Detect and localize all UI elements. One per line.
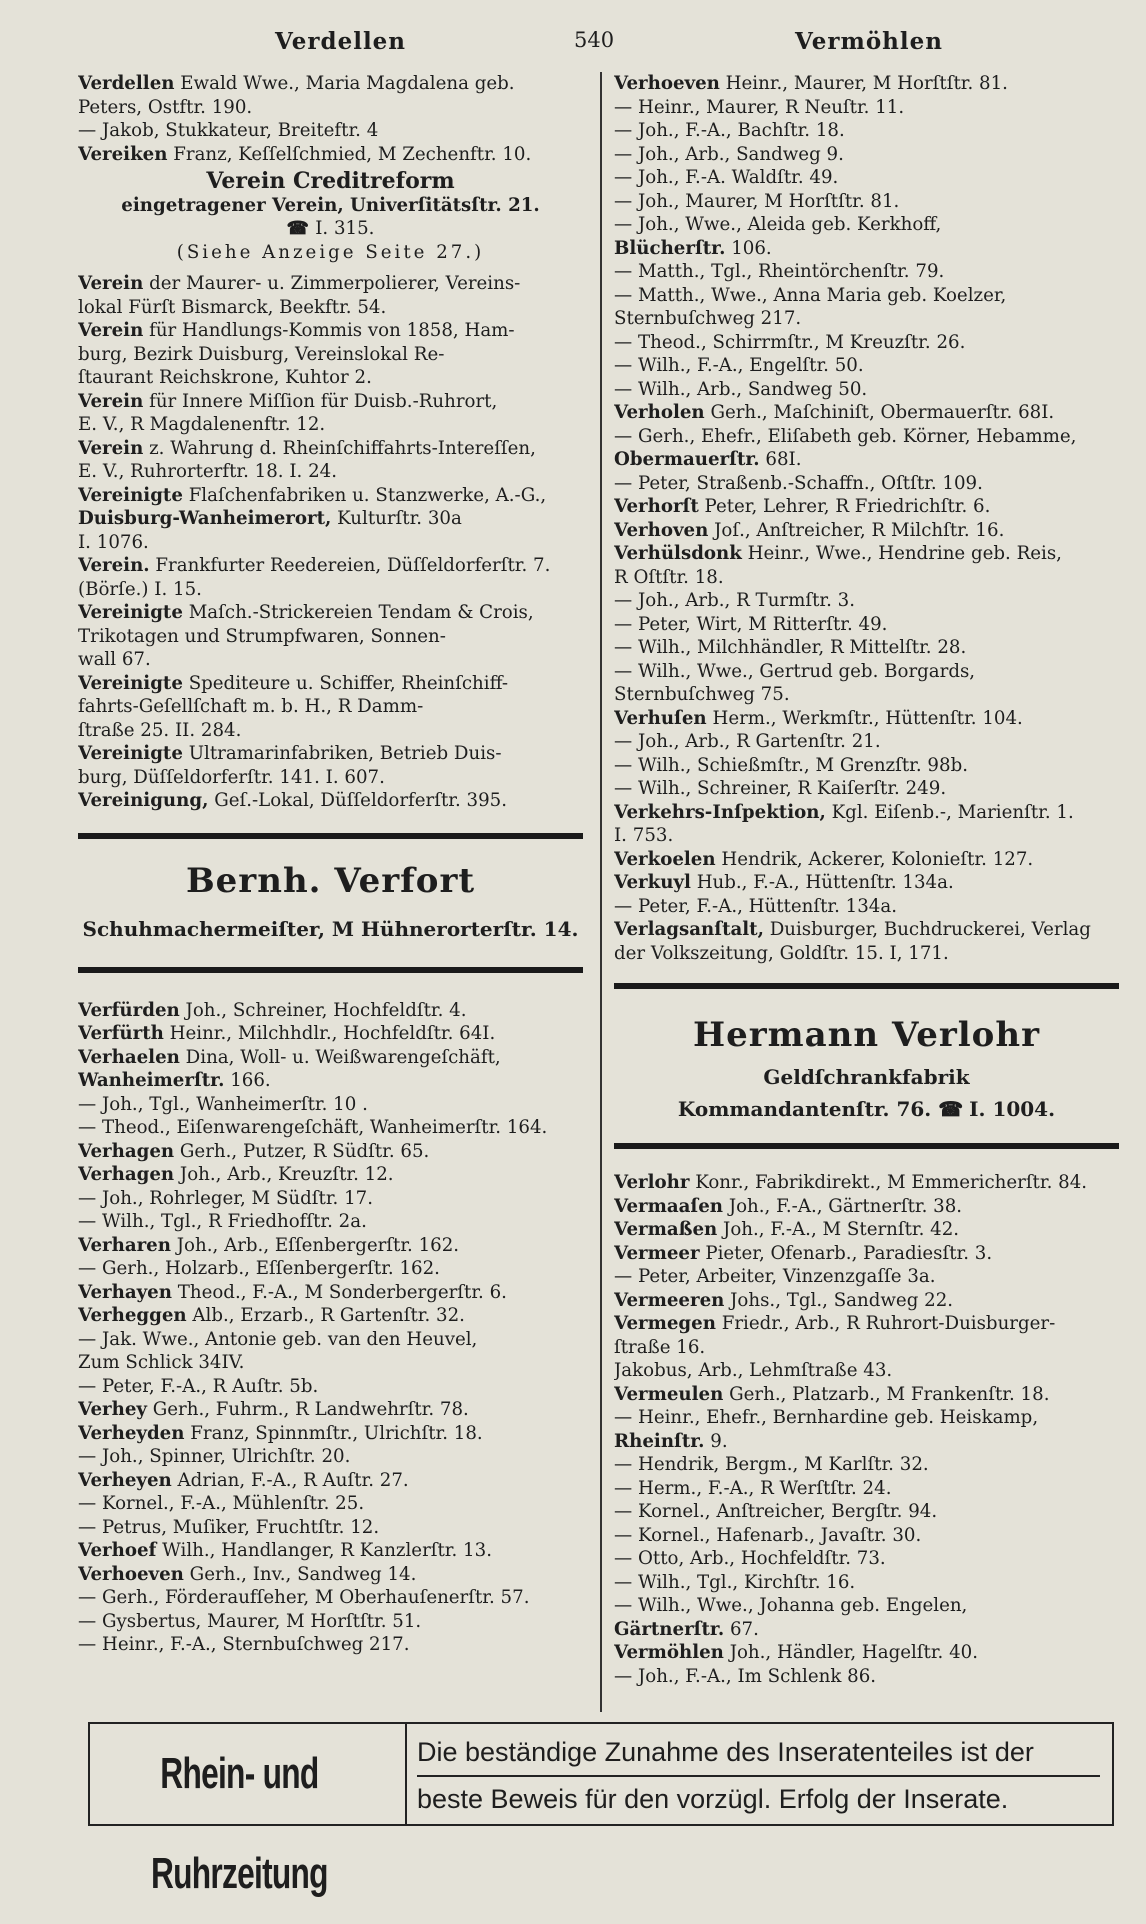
directory-entry: — Matth., Wwe., Anna Maria geb. Koelzer, [614, 284, 1007, 306]
directory-entry: I. 1076. [78, 531, 149, 553]
directory-entry: Verdellen Ewald Wwe., Maria Magdalena geb. [78, 73, 515, 94]
directory-entry: Verhoef Wilh., Handlanger, R Kanzlerſtr. 13. [78, 1540, 492, 1561]
directory-entry: — Peter, F.-A., Hüttenſtr. 134a. [614, 895, 897, 917]
directory-entry: Vermeeren Johs., Tgl., Sandweg 22. [614, 1289, 954, 1311]
directory-entry: Blücherſtr. 106. [614, 237, 772, 259]
directory-entry: — Wilh., Tgl., Kirchſtr. 16. [614, 1571, 856, 1593]
verlohr-ad-title: Hermann Verlohr [693, 1015, 1040, 1055]
entry-surname: Verhoeven [78, 1563, 184, 1585]
entry-surname: Verlohr [614, 1172, 690, 1193]
entry-surname: Vereinigte [78, 484, 183, 506]
entry-surname: Vereinigung, [78, 790, 209, 811]
directory-entry: Trikotagen und Strumpfwaren, Sonnen- [78, 625, 446, 647]
directory-entry: Verhülsdonk Heinr., Wwe., Hendrine geb. Reis, [614, 543, 1062, 564]
directory-entry: Verein für Handlungs-Kommis von 1858, Ham- [78, 320, 515, 341]
directory-entry: — Peter, Arbeiter, Vinzenzgaſſe 3a. [614, 1266, 936, 1287]
directory-entry: Obermauerſtr. 68I. [614, 449, 802, 470]
section-rule [614, 1143, 1119, 1149]
directory-entry: — Wilh., Schießmſtr., M Grenzſtr. 98b. [614, 754, 968, 776]
directory-entry: Verhoven Joſ., Anſtreicher, R Milchſtr. 16. [614, 519, 1005, 541]
entry-surname: Verheyden [78, 1422, 185, 1444]
verlohr-ad-subtitle: Geldſchrankfabrik [763, 1065, 970, 1089]
directory-entry: Verheyden Franz, Spinnmſtr., Ulrichſtr. 18. [78, 1422, 483, 1444]
section-rule [78, 833, 583, 839]
directory-entry: — Joh., Arb., R Gartenſtr. 21. [614, 731, 881, 752]
directory-entry: lokal Fürſt Bismarck, Beekftr. 54. [78, 296, 387, 318]
directory-entry: Verein der Maurer- u. Zimmerpolierer, Vereins- [78, 273, 521, 294]
directory-entry: — Theod., Eiſenwarengeſchäft, Wanheimerſtr. 164. [78, 1117, 548, 1138]
directory-entry: Verkoelen Hendrik, Ackerer, Kolonieſtr. 127. [614, 848, 1034, 870]
directory-entry: ſtraße 25. II. 284. [78, 719, 242, 741]
entry-surname: Verhagen [78, 1164, 175, 1185]
directory-entry: Vermeulen Gerh., Platzarb., M Frankenſtr. 18. [614, 1383, 1050, 1405]
directory-entry: Verkuyl Hub., F.-A., Hüttenſtr. 134a. [614, 872, 954, 893]
newspaper-brand: Rhein- und Ruhrzeitung [150, 1749, 328, 1898]
directory-entry: Verfürden Joh., Schreiner, Hochfeldſtr. 4. [78, 999, 467, 1021]
entry-surname: Gärtnerſtr. [614, 1618, 725, 1640]
header-right-word: Vermöhlen [795, 28, 943, 55]
entry-surname: Obermauerſtr. [614, 449, 760, 470]
directory-entry: — Joh., F.-A., Bachſtr. 18. [614, 120, 845, 141]
directory-entry: Verhayen Theod., F.-A., M Sonderbergerſtr. 6. [78, 1281, 507, 1303]
directory-entry: Verhorſt Peter, Lehrer, R Friedrichſtr. 6. [614, 496, 991, 517]
directory-entry: Verhoeven Heinr., Maurer, M Horſtſtr. 81. [614, 73, 1008, 94]
directory-entry: der Volkszeitung, Goldſtr. 15. I, 171. [614, 942, 949, 964]
directory-entry: Vereinigte Spediteure u. Schiffer, Rheinſchiff- [78, 672, 508, 694]
directory-entry: Verkehrs-Inſpektion, Kgl. Eiſenb.-, Marienſtr. 1. [614, 801, 1074, 823]
entry-surname: Verkuyl [614, 872, 691, 893]
directory-entry: burg, Düſſeldorferſtr. 141. I. 607. [78, 766, 385, 788]
verlohr-ad-phone: I. 1004. [969, 1097, 1056, 1121]
entry-surname: Vereiken [78, 143, 168, 165]
directory-entry: Verhagen Joh., Arb., Kreuzſtr. 12. [78, 1164, 394, 1185]
directory-entry: Zum Schlick 34IV. [78, 1352, 245, 1373]
directory-entry: — Wilh., Wwe., Johanna geb. Engelen, [614, 1595, 968, 1616]
directory-entry: burg, Bezirk Duisburg, Vereinslokal Re- [78, 343, 445, 365]
directory-entry: — Joh., Tgl., Wanheimerſtr. 10 . [78, 1093, 368, 1115]
directory-entry: Verein für Innere Miſſion für Duisb.-Ruhrort, [78, 390, 498, 412]
newspaper-ad-banner [88, 1722, 1114, 1898]
directory-entry: Verhaelen Dina, Woll- u. Weißwarengeſchäft, [78, 1046, 501, 1068]
directory-entry: — Joh., Rohrleger, M Südſtr. 17. [78, 1187, 374, 1209]
entry-surname: Verein [78, 437, 144, 459]
directory-entry: — Theod., Schirrmſtr., M Kreuzſtr. 26. [614, 331, 966, 353]
directory-entry: — Kornel., Hafenarb., Javaſtr. 30. [614, 1524, 922, 1546]
directory-entry: — Peter, F.-A., R Auſtr. 5b. [78, 1375, 319, 1397]
telephone-icon: ☎ [286, 218, 310, 239]
directory-entry: — Kornel., Anſtreicher, Bergſtr. 94. [614, 1501, 938, 1522]
directory-entry: — Joh., F.-A. Waldſtr. 49. [614, 167, 839, 188]
directory-entry: wall 67. [78, 649, 151, 670]
directory-entry: — Gerh., Ehefr., Eliſabeth geb. Körner, Hebamme, [614, 425, 1077, 447]
entry-surname: Verhagen [78, 1140, 175, 1162]
directory-entry: I. 753. [614, 825, 674, 846]
directory-entry: E. V., Ruhrorterftr. 18. I. 24. [78, 461, 338, 482]
entry-surname: Vermöhlen [614, 1642, 724, 1663]
directory-entry: Gärtnerſtr. 67. [614, 1618, 759, 1640]
directory-entry: Verhuſen Herm., Werkmſtr., Hüttenſtr. 104. [614, 707, 1023, 729]
verein-creditreform-phone-line [78, 217, 583, 241]
directory-entry: — Wilh., Tgl., R Friedhofſtr. 2a. [78, 1211, 367, 1232]
running-header [0, 22, 1146, 62]
directory-entry: — Petrus, Muſiker, Fruchtſtr. 12. [78, 1516, 380, 1538]
directory-entry: Sternbuſchweg 217. [614, 308, 802, 329]
directory-entry: Duisburg-Wanheimerort, Kulturſtr. 30a [78, 508, 462, 529]
directory-entry: — Wilh., Schreiner, R Kaiſerſtr. 249. [614, 778, 947, 799]
directory-entry: Verholen Gerh., Maſchiniſt, Obermauerſtr. 68I. [614, 402, 1055, 423]
entry-surname: Wanheimerſtr. [78, 1070, 225, 1091]
directory-entry: Verheyen Adrian, F.-A., R Auſtr. 27. [78, 1469, 409, 1491]
directory-entry: Rheinſtr. 9. [614, 1430, 728, 1452]
directory-entry: — Gerh., Förderaufſeher, M Oberhauſenerſtr. 57. [78, 1587, 530, 1608]
directory-entry: Wanheimerſtr. 166. [78, 1070, 271, 1091]
directory-entry: ſtraße 16. [614, 1336, 706, 1358]
entry-surname: Verhey [78, 1399, 147, 1420]
directory-entry: Verfürth Heinr., Milchhdlr., Hochfeldſtr. 64I. [78, 1023, 496, 1044]
entry-surname: Verein [78, 273, 144, 294]
entry-surname: Verlagsanſtalt, [614, 919, 764, 940]
directory-entry: fahrts-Geſellſchaft m. b. H., R Damm- [78, 696, 424, 717]
section-rule [614, 983, 1119, 989]
verfort-ad-subtitle: Schuhmachermeiſter, M Hühnerorterſtr. 14. [82, 916, 579, 941]
entry-surname: Verharen [78, 1234, 171, 1256]
entry-surname: Verhülsdonk [614, 543, 742, 564]
directory-entry: — Wilh., F.-A., Engelſtr. 50. [614, 355, 864, 376]
directory-entry: — Gysbertus, Maurer, M Horſtſtr. 51. [78, 1610, 422, 1632]
entry-surname: Vereinigte [78, 602, 183, 623]
entry-surname: Rheinſtr. [614, 1430, 705, 1452]
directory-entry: Vermegen Friedr., Arb., R Ruhrort-Duisburger- [614, 1313, 1056, 1334]
directory-entry: — Joh., F.-A., Im Schlenk 86. [614, 1665, 877, 1687]
directory-entry: — Hendrik, Bergm., M Karlſtr. 32. [614, 1454, 929, 1475]
directory-entry: Vereinigung, Geſ.-Lokal, Düſſeldorferſtr. 395. [78, 790, 508, 811]
directory-entry: R Oſtſtr. 18. [614, 566, 724, 588]
entry-surname: Verhoven [614, 519, 709, 541]
entry-surname: Verkehrs-Inſpektion, [614, 801, 826, 823]
entry-surname: Vermaßen [614, 1219, 718, 1240]
directory-entry: Verharen Joh., Arb., Eſſenbergerſtr. 162. [78, 1234, 460, 1256]
directory-entry: — Wilh., Milchhändler, R Mittelſtr. 28. [614, 637, 967, 658]
directory-entry: — Jak. Wwe., Antonie geb. van den Heuvel, [78, 1328, 478, 1350]
directory-entry: Verlagsanſtalt, Duisburger, Buchdruckerei, Verlag [614, 919, 1091, 940]
directory-entry: Sternbuſchweg 75. [614, 684, 790, 705]
directory-entry: Vereinigte Ultramarinfabriken, Betrieb Duis- [78, 743, 502, 764]
directory-entry: Verein. Frankfurter Reedereien, Düſſeldorferſtr. 7. [78, 555, 551, 576]
directory-entry: — Joh., Wwe., Aleida geb. Kerkhoff, [614, 214, 942, 235]
verein-creditreform-phone: I. 315. [315, 218, 375, 239]
verein-creditreform-title: Verein Creditreform [206, 170, 455, 194]
verein-creditreform-note: (Siehe Anzeige Seite 27.) [176, 241, 485, 263]
entry-surname: Verhoef [78, 1540, 157, 1561]
entry-surname: Verfürth [78, 1023, 164, 1044]
entry-surname: Vermeulen [614, 1383, 724, 1405]
directory-entry: — Kornel., F.-A., Mühlenſtr. 25. [78, 1493, 365, 1514]
directory-entry: E. V., R Magdalenenftr. 12. [78, 414, 326, 435]
entry-surname: Verhuſen [614, 707, 707, 729]
directory-entry: — Heinr., Maurer, R Neuſtr. 11. [614, 96, 905, 118]
directory-entry: Peters, Ostftr. 190. [78, 96, 253, 118]
directory-entry: Verheggen Alb., Erzarb., R Gartenſtr. 32. [78, 1305, 465, 1326]
entry-surname: Verdellen [78, 73, 175, 94]
verlohr-ad-address: Kommandantenſtr. 76. [677, 1097, 932, 1121]
directory-entry: Jakobus, Arb., Lehmſtraße 43. [614, 1360, 893, 1381]
directory-entry: — Herm., F.-A., R Werſtſtr. 24. [614, 1477, 892, 1499]
entry-surname: Vermaaſen [614, 1195, 724, 1217]
directory-entry: Verhagen Gerh., Putzer, R Südſtr. 65. [78, 1140, 430, 1162]
directory-entry: — Gerh., Holzarb., Eſſenbergerſtr. 162. [78, 1258, 440, 1279]
entry-surname: Vereinigte [78, 743, 183, 764]
directory-entry: — Wilh., Wwe., Gertrud geb. Borgards, [614, 660, 976, 682]
header-left-word: Verdellen [275, 28, 407, 55]
entry-surname: Verhayen [78, 1281, 172, 1303]
slogan-line-2: beste Beweis für den vorzügl. Erfolg der Inserate. [417, 1784, 1009, 1814]
directory-entry: — Matth., Tgl., Rheintörchenſtr. 79. [614, 261, 945, 282]
directory-entry: Verhoeven Gerh., Inv., Sandweg 14. [78, 1563, 417, 1585]
directory-entry: Vermaßen Joh., F.-A., M Sternſtr. 42. [614, 1219, 960, 1240]
directory-entry: — Joh., Arb., R Turmſtr. 3. [614, 590, 855, 611]
directory-entry: ſtaurant Reichskrone, Kuhtor 2. [78, 367, 372, 388]
entry-surname: Verhoeven [614, 73, 720, 94]
directory-entry: Verlohr Konr., Fabrikdirekt., M Emmericherſtr. 84. [614, 1172, 1088, 1193]
directory-entry: Vermöhlen Joh., Händler, Hagelſtr. 40. [614, 1642, 979, 1663]
entry-surname: Verholen [614, 402, 705, 423]
directory-entry: — Wilh., Arb., Sandweg 50. [614, 378, 868, 400]
newspaper-slogan [405, 1724, 1110, 1824]
directory-entry: Vermeer Pieter, Ofenarb., Paradiesſtr. 3. [614, 1242, 993, 1264]
directory-entry: Vereinigte Flaſchenfabriken u. Stanzwerke, A.-G., [78, 484, 547, 506]
verlohr-ad-address-line [614, 1097, 1119, 1121]
entry-surname: Verhorſt [614, 496, 699, 517]
directory-entry: — Heinr., F.-A., Sternbuſchweg 217. [78, 1634, 410, 1655]
entry-surname: Verein. [78, 555, 150, 576]
directory-entry: — Jakob, Stukkateur, Breiteftr. 4 [78, 120, 379, 141]
left-column [78, 72, 583, 1657]
entry-surname: Vereinigte [78, 672, 183, 694]
section-rule [78, 967, 583, 973]
entry-surname: Verhaelen [78, 1046, 180, 1068]
right-column [614, 72, 1119, 1688]
directory-entry: Vermaaſen Joh., F.-A., Gärtnerſtr. 38. [614, 1195, 963, 1217]
entry-surname: Verheggen [78, 1305, 187, 1326]
entry-surname: Verheyen [78, 1469, 172, 1491]
directory-entry: Verhey Gerh., Fuhrm., R Landwehrſtr. 78. [78, 1399, 469, 1420]
verein-creditreform-line: eingetragener Verein, Univerſitätsſtr. 21. [121, 194, 540, 216]
directory-entry: Vereiken Franz, Keſſelſchmied, M Zechenftr. 10. [78, 143, 532, 165]
verfort-ad-title: Bernh. Verfort [185, 860, 476, 901]
directory-entry: Verein z. Wahrung d. Rheinſchiffahrts-Intereſſen, [78, 437, 536, 459]
entry-surname: Verkoelen [614, 848, 716, 870]
page-number: 540 [574, 28, 615, 52]
directory-entry: — Otto, Arb., Hochfeldſtr. 73. [614, 1548, 886, 1569]
telephone-icon: ☎ [938, 1097, 964, 1121]
entry-surname: Verfürden [78, 999, 180, 1021]
entry-surname: Duisburg-Wanheimerort, [78, 508, 332, 529]
entry-surname: Blücherſtr. [614, 237, 726, 259]
directory-entry: — Heinr., Ehefr., Bernhardine geb. Heiskamp, [614, 1407, 1039, 1428]
directory-entry: — Peter, Straßenb.-Schaffn., Oſtſtr. 109. [614, 472, 983, 494]
directory-entry: — Joh., Maurer, M Horſtſtr. 81. [614, 190, 900, 212]
entry-surname: Vermegen [614, 1313, 716, 1334]
entry-surname: Verein [78, 390, 144, 412]
slogan-line-1: Die beständige Zunahme des Inseratenteiles ist der [417, 1730, 1100, 1777]
directory-entry: — Joh., Arb., Sandweg 9. [614, 143, 844, 165]
column-divider [600, 72, 602, 1712]
directory-entry: (Börſe.) I. 15. [78, 578, 202, 600]
entry-surname: Vermeeren [614, 1289, 725, 1311]
directory-entry: — Joh., Spinner, Ulrichſtr. 20. [78, 1446, 351, 1467]
directory-entry: — Peter, Wirt, M Ritterſtr. 49. [614, 613, 888, 635]
directory-entry: Vereinigte Maſch.-Strickereien Tendam & Crois, [78, 602, 534, 623]
entry-surname: Vermeer [614, 1242, 700, 1264]
entry-surname: Verein [78, 320, 144, 341]
